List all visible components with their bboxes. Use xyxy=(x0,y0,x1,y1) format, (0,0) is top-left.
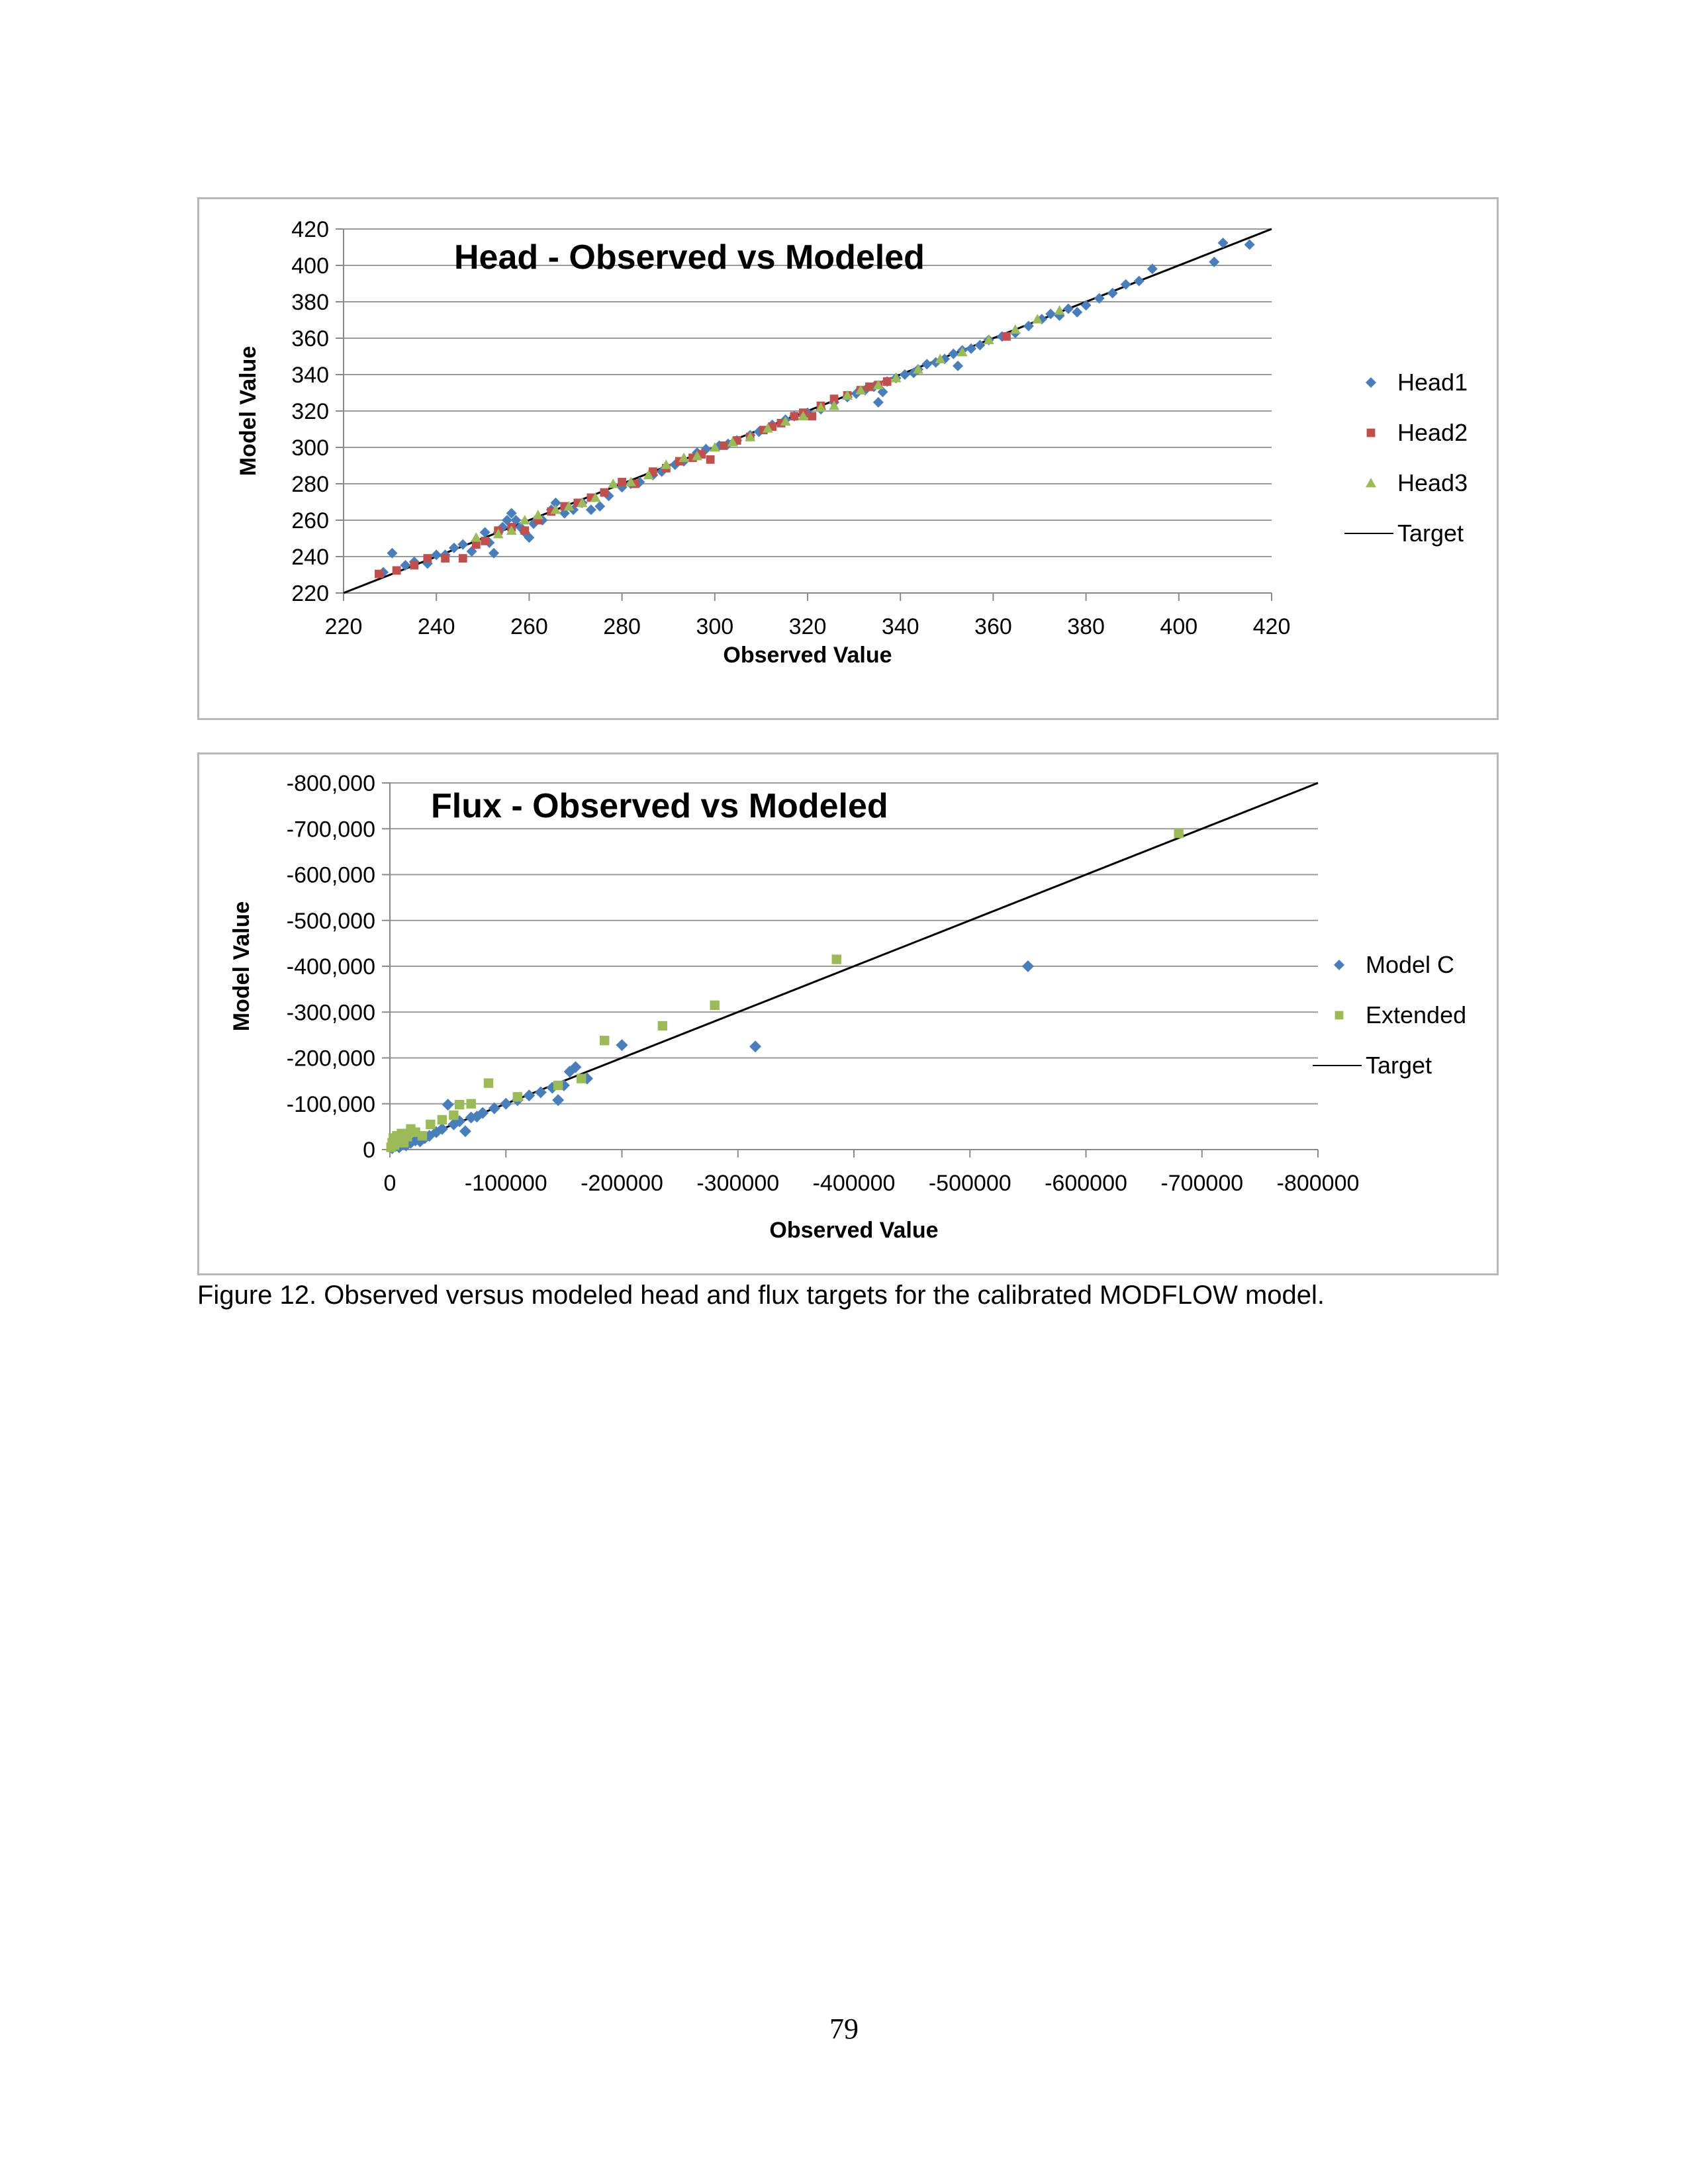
head-x-tick-label: 260 xyxy=(510,614,548,639)
flux-x-tick-label: -600000 xyxy=(1045,1171,1127,1196)
flux-y-tick-label: -600,000 xyxy=(286,862,375,888)
flux-point-extended xyxy=(832,954,841,964)
legend-head2-marker xyxy=(1367,429,1376,437)
flux-point-extended xyxy=(438,1115,447,1124)
head-y-tick-label: 220 xyxy=(291,581,329,606)
head-y-axis-title: Model Value xyxy=(236,345,261,477)
flux-point-extended xyxy=(455,1100,464,1109)
head-point-head2 xyxy=(808,412,816,420)
flux-point-extended xyxy=(426,1120,435,1129)
legend-model-c-label: Model C xyxy=(1366,951,1455,978)
head-point-head1 xyxy=(594,501,605,512)
flux-x-tick-label: -800000 xyxy=(1276,1171,1360,1196)
flux-point-extended xyxy=(1174,829,1184,838)
head-point-head2 xyxy=(520,526,529,535)
flux-y-tick-label: -800,000 xyxy=(286,771,375,796)
head-y-tick-label: 380 xyxy=(291,290,329,315)
head-chart xyxy=(197,197,1499,720)
flux-x-tick-label: -700000 xyxy=(1160,1171,1244,1196)
flux-point-extended xyxy=(418,1131,427,1140)
head-point-head1 xyxy=(921,359,932,369)
flux-point-model-c xyxy=(749,1040,761,1052)
flux-point-model-c xyxy=(1022,960,1034,972)
legend-head1-marker xyxy=(1366,377,1376,388)
flux-point-model-c xyxy=(459,1125,471,1137)
head-point-head2 xyxy=(720,441,728,450)
page-number: 79 xyxy=(829,2013,859,2045)
head-point-head2 xyxy=(459,554,467,563)
head-point-head1 xyxy=(400,560,410,570)
flux-point-extended xyxy=(710,1001,720,1010)
flux-chart xyxy=(197,752,1499,1275)
head-point-head1 xyxy=(1244,240,1255,250)
flux-y-tick-label: -300,000 xyxy=(286,1000,375,1026)
head-x-tick-label: 380 xyxy=(1067,614,1105,639)
flux-point-extended xyxy=(484,1078,493,1087)
head-point-head2 xyxy=(790,412,799,420)
flux-point-extended xyxy=(600,1036,609,1045)
head-y-tick-label: 260 xyxy=(291,508,329,533)
head-point-head2 xyxy=(618,478,626,486)
legend-head3-label: Head3 xyxy=(1397,469,1468,496)
figure-caption: Figure 12. Observed versus modeled head and flux targets for the calibrated MODFLOW model. xyxy=(197,1281,1325,1310)
legend-head1-label: Head1 xyxy=(1397,369,1468,396)
flux-y-tick-label: 0 xyxy=(363,1138,375,1163)
legend-target-label: Target xyxy=(1397,520,1464,547)
head-x-tick-label: 340 xyxy=(881,614,919,639)
head-y-tick-label: 300 xyxy=(291,435,329,461)
head-y-tick-label: 400 xyxy=(291,253,329,279)
head-point-head2 xyxy=(481,537,489,545)
flux-point-extended xyxy=(466,1099,475,1109)
head-y-tick-label: 340 xyxy=(291,363,329,388)
flux-y-tick-label: -700,000 xyxy=(286,817,375,842)
flux-point-model-c xyxy=(442,1099,454,1111)
head-x-tick-label: 300 xyxy=(696,614,734,639)
head-point-head3 xyxy=(471,532,481,541)
head-y-tick-label: 240 xyxy=(291,545,329,570)
flux-point-model-c xyxy=(500,1098,512,1110)
head-y-tick-label: 280 xyxy=(291,472,329,497)
flux-y-tick-label: -100,000 xyxy=(286,1091,375,1117)
flux-chart-title: Flux - Observed vs Modeled xyxy=(431,787,888,825)
head-x-tick-label: 280 xyxy=(603,614,641,639)
flux-y-tick-label: -500,000 xyxy=(286,908,375,934)
flux-point-extended xyxy=(513,1092,522,1101)
head-point-head2 xyxy=(410,561,418,570)
head-point-head1 xyxy=(948,349,959,359)
head-chart-title: Head - Observed vs Modeled xyxy=(454,238,925,277)
head-point-head2 xyxy=(706,455,715,464)
flux-x-tick-label: -200000 xyxy=(581,1171,663,1196)
head-x-axis-title: Observed Value xyxy=(723,643,892,668)
head-point-head2 xyxy=(1002,332,1011,341)
head-x-tick-label: 320 xyxy=(788,614,827,639)
flux-point-extended xyxy=(449,1111,458,1120)
flux-point-model-c xyxy=(523,1089,535,1101)
head-point-head1 xyxy=(873,397,884,408)
legend-head2-label: Head2 xyxy=(1397,419,1468,446)
head-point-head2 xyxy=(883,377,892,386)
flux-point-extended xyxy=(577,1073,586,1083)
legend-extended-marker xyxy=(1335,1011,1344,1020)
head-x-tick-label: 360 xyxy=(974,614,1012,639)
head-point-head1 xyxy=(953,361,963,371)
head-y-tick-label: 320 xyxy=(291,399,329,424)
flux-y-axis-title: Model Value xyxy=(229,901,254,1032)
flux-x-axis-title: Observed Value xyxy=(769,1218,939,1243)
legend-model-c-marker xyxy=(1334,960,1344,970)
flux-point-extended xyxy=(658,1021,667,1030)
head-point-head2 xyxy=(375,570,383,578)
flux-x-tick-label: -500000 xyxy=(928,1171,1011,1196)
flux-x-tick-label: 0 xyxy=(383,1171,397,1196)
flux-point-extended xyxy=(553,1081,563,1090)
flux-x-tick-label: -400000 xyxy=(812,1171,896,1196)
flux-x-tick-label: -300000 xyxy=(696,1171,780,1196)
head-point-head1 xyxy=(1063,303,1074,314)
flux-y-tick-label: -200,000 xyxy=(286,1046,375,1071)
head-chart-svg xyxy=(199,199,1497,718)
head-point-head2 xyxy=(441,554,449,563)
head-point-head2 xyxy=(393,567,401,575)
head-point-head1 xyxy=(586,504,596,515)
head-y-tick-label: 420 xyxy=(291,217,329,242)
head-point-head1 xyxy=(1072,307,1082,318)
flux-point-model-c xyxy=(616,1039,628,1051)
head-x-tick-label: 240 xyxy=(417,614,455,639)
head-point-head2 xyxy=(423,554,432,563)
head-point-head1 xyxy=(1134,276,1145,287)
flux-y-tick-label: -400,000 xyxy=(286,954,375,979)
head-x-tick-label: 220 xyxy=(324,614,363,639)
legend-head3-marker xyxy=(1366,478,1376,487)
legend-extended-label: Extended xyxy=(1366,1001,1467,1028)
head-y-tick-label: 360 xyxy=(291,326,329,351)
legend-target-label: Target xyxy=(1366,1052,1432,1079)
head-point-head2 xyxy=(865,383,874,391)
head-x-tick-label: 400 xyxy=(1160,614,1198,639)
head-point-head2 xyxy=(600,488,608,497)
head-x-tick-label: 420 xyxy=(1252,614,1291,639)
flux-x-tick-label: -100000 xyxy=(464,1171,547,1196)
flux-chart-svg xyxy=(199,754,1497,1273)
